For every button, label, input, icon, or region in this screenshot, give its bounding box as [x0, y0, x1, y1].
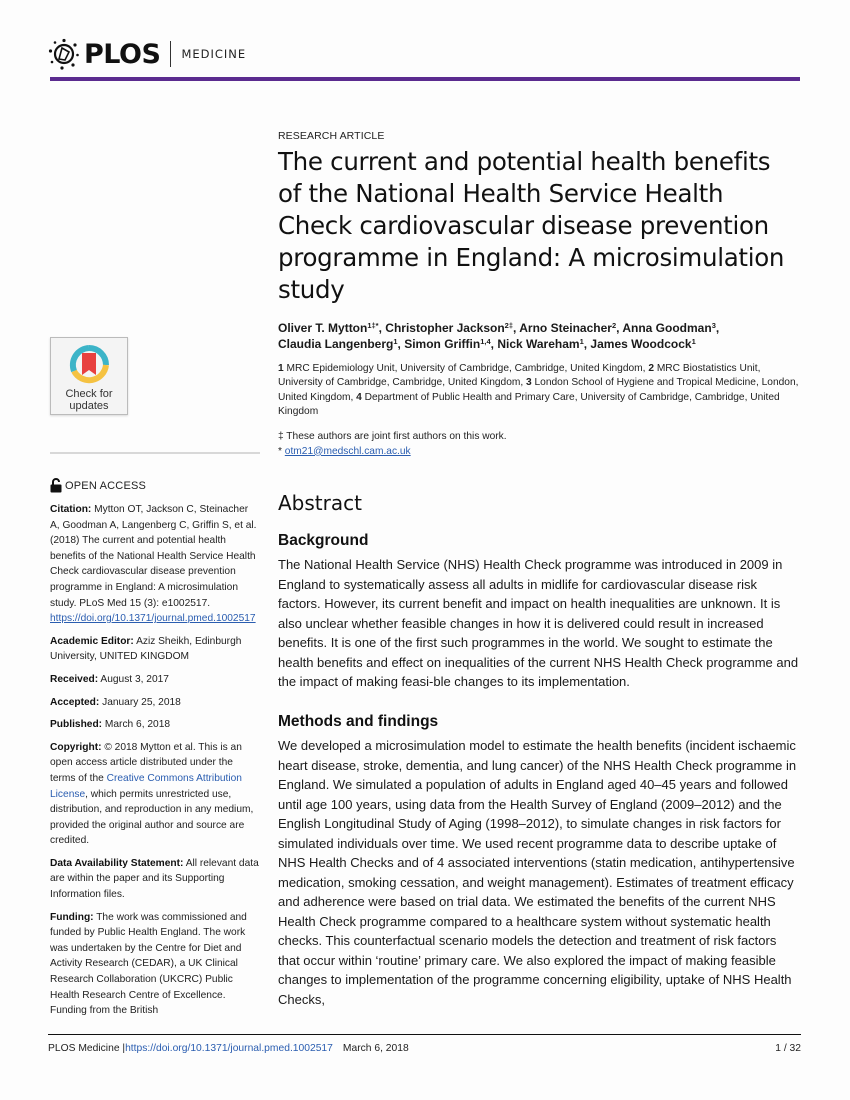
crossmark-label	[65, 388, 112, 412]
data-availability-label: Data Availability Statement:	[50, 857, 184, 869]
accepted-value: January 25, 2018	[99, 696, 181, 708]
affiliation-number: 2	[648, 363, 654, 374]
sidebar-divider	[50, 452, 260, 454]
received-label: Received:	[50, 673, 99, 685]
published-label: Published:	[50, 719, 103, 731]
page-footer	[48, 1043, 801, 1054]
published-value: March 6, 2018	[102, 719, 171, 731]
publisher-logo-text: PLOS	[84, 38, 161, 70]
crossmark-line2: updates	[69, 400, 109, 412]
open-access-badge	[50, 478, 146, 493]
copyright-text-end: , which permits unrestricted use, distribution, and reproduction in any medium, provided the original author and source are credited.	[50, 788, 254, 847]
accepted-label: Accepted:	[50, 696, 100, 708]
affiliation-text: Department of Public Health and Primary Care, University of Cambridge, Cambridge, United Kingdom	[278, 391, 780, 418]
header-divider	[50, 77, 800, 81]
accepted-date	[50, 695, 260, 711]
data-availability	[50, 856, 260, 903]
affiliation-text: London School of Hygiene and Tropical Medicine, London, United Kingdom,	[278, 377, 799, 403]
footer-date: March 6, 2018	[342, 1043, 409, 1054]
citation	[50, 502, 260, 627]
author[interactable]: Anna Goodman$^3$	[622, 321, 716, 335]
author[interactable]: Claudia Langenberg$^1$	[278, 337, 398, 351]
academic-editor-label: Academic Editor:	[50, 635, 134, 647]
license-link[interactable]: Creative Commons Attribution License	[50, 772, 242, 800]
background-paragraph: The National Health Service (NHS) Health Check programme was introduced in 2009 in England to systematically assess all adults in midlife for cardiovascular disease risk factors. However, its current benefit and impact on health inequalities are unknown. It is also unclear whether feasible changes in how it is delivered could result in increased benefits. It is one of the first such programmes in the world. We sought to estimate the health benefits and effect on inequalities of the current NHS Health Check programme and the impact of making feasi-ble changes to its implementation.	[278, 557, 799, 689]
author-notes	[278, 430, 803, 459]
abstract-heading: Abstract	[278, 491, 362, 515]
crossmark-icon	[68, 344, 110, 386]
funding	[50, 910, 260, 1019]
check-for-updates-button[interactable]	[50, 337, 128, 415]
author-list: Oliver T. Mytton$^{1\ddagger*}$, Christopher Jackson$^{2\ddagger}$, Arno Steinacher$^2$, Anna Goodman$^3$, Claudia Langenberg$^1$, Simon Griffin$^{1,4}$, Nick Wareham$^1$, James Woodcock$^1$	[278, 321, 720, 351]
published-date	[50, 717, 260, 733]
corresponding-author: * otm21@medschl.cam.ac.uk	[278, 445, 411, 457]
received-date	[50, 672, 260, 688]
copyright	[50, 740, 260, 849]
methods-heading: Methods and findings	[278, 713, 439, 730]
plos-logo-icon	[48, 38, 80, 70]
article-title: The current and potential health benefits of the National Health Service Health Check cardiovascular disease prevention programme in England: A microsimulation study	[278, 147, 785, 304]
open-lock-icon	[50, 478, 62, 493]
copyright-label: Copyright:	[50, 741, 102, 753]
joint-authorship-note: ‡ These authors are joint first authors on this work.	[278, 431, 507, 442]
affiliations	[278, 362, 803, 420]
article-metadata	[50, 502, 260, 1026]
funding-text: The work was commissioned and funded by Public Health England. The work was undertaken by the Centre for Diet and Activity Research (CEDAR), a UK Clinical Research Collaboration (UKCRC) Public Health Research Centre of Excellence. Funding from the British	[50, 911, 247, 1017]
academic-editor	[50, 634, 260, 665]
author[interactable]: Christopher Jackson$^{2\ddagger}$	[385, 321, 513, 335]
copyright-text: © 2018 Mytton et al. This is an open access article distributed under the terms of the	[50, 741, 242, 784]
affiliation-number: 1	[278, 363, 284, 374]
author[interactable]: Nick Wareham$^1$	[497, 337, 584, 351]
citation-text: Mytton OT, Jackson C, Steinacher A, Goodman A, Langenberg C, Griffin S, et al. (2018) The current and potential health benefits of the National Health Service Health Check cardiovascular disease prevention programme in England: A microsimulation study. PLoS Med 15 (3): e1002517.	[50, 504, 257, 609]
journal-name: MEDICINE	[181, 47, 247, 61]
affiliation-number: 4	[356, 391, 362, 403]
received-value: August 3, 2017	[98, 673, 169, 685]
author[interactable]: Oliver T. Mytton$^{1\ddagger*}$	[278, 321, 379, 335]
background-heading: Background	[278, 532, 369, 549]
citation-label: Citation:	[50, 504, 92, 515]
journal-header	[48, 36, 246, 72]
footer-journal: PLOS Medicine |	[48, 1043, 126, 1054]
open-access-label: OPEN ACCESS	[65, 479, 147, 492]
corresponding-email-link[interactable]: otm21@medschl.cam.ac.uk	[284, 445, 411, 457]
article-type: RESEARCH ARTICLE	[278, 130, 385, 142]
author[interactable]: Simon Griffin$^{1,4}$	[404, 337, 491, 351]
data-availability-text: All relevant data are within the paper and its Supporting Information files.	[50, 857, 259, 901]
affiliation-text: MRC Epidemiology Unit, University of Cambridge, Cambridge, United Kingdom,	[283, 363, 649, 374]
author[interactable]: James Woodcock$^1$	[590, 337, 696, 351]
footer-divider	[48, 1034, 801, 1035]
footer-doi-link[interactable]: https://doi.org/10.1371/journal.pmed.1002517	[125, 1043, 333, 1054]
logo-separator	[170, 41, 171, 67]
author[interactable]: Arno Steinacher$^2$	[519, 321, 617, 335]
page-number: 1 / 32	[775, 1043, 801, 1054]
affiliation-text: MRC Biostatistics Unit, University of Cambridge, Cambridge, United Kingdom,	[278, 363, 761, 389]
citation-doi-link[interactable]: https://doi.org/10.1371/journal.pmed.1002517	[50, 613, 256, 625]
academic-editor-text: Aziz Sheikh, Edinburgh University, UNITED KINGDOM	[50, 635, 242, 663]
crossmark-line1: Check for	[65, 388, 113, 400]
methods-paragraph: We developed a microsimulation model to estimate the health benefits (incident ischaemic heart disease, stroke, dementia, and lung cancer) of the NHS Health Check programme in England. We simulated a population of adults in England aged 40–45 years and followed until age 100 years, using data from the Health Survey of England (2009–2012) and the English Longitudinal Study of Aging (1998–2012), to simulate changes in risk factors for simulated individuals over time. We used recent programme data to describe uptake of NHS Health Checks and of 4 associated interventions (statin medication, antihypertensive medication, smoking cessation, and weight management). Estimates of treatment efficacy and adherence were based on trial data. We estimated the benefits of the current NHS Health Check programme compared to a healthcare system without systematic health checks. This counterfactual scenario models the detection and treatment of risk factors that occur within ‘routine’ primary care. We also explored the impact of making feasible changes to implementation of the programme concerning eligibility, uptake of NHS Health Checks,	[278, 738, 797, 1007]
funding-label: Funding:	[50, 911, 94, 923]
affiliation-number: 3	[526, 377, 532, 389]
